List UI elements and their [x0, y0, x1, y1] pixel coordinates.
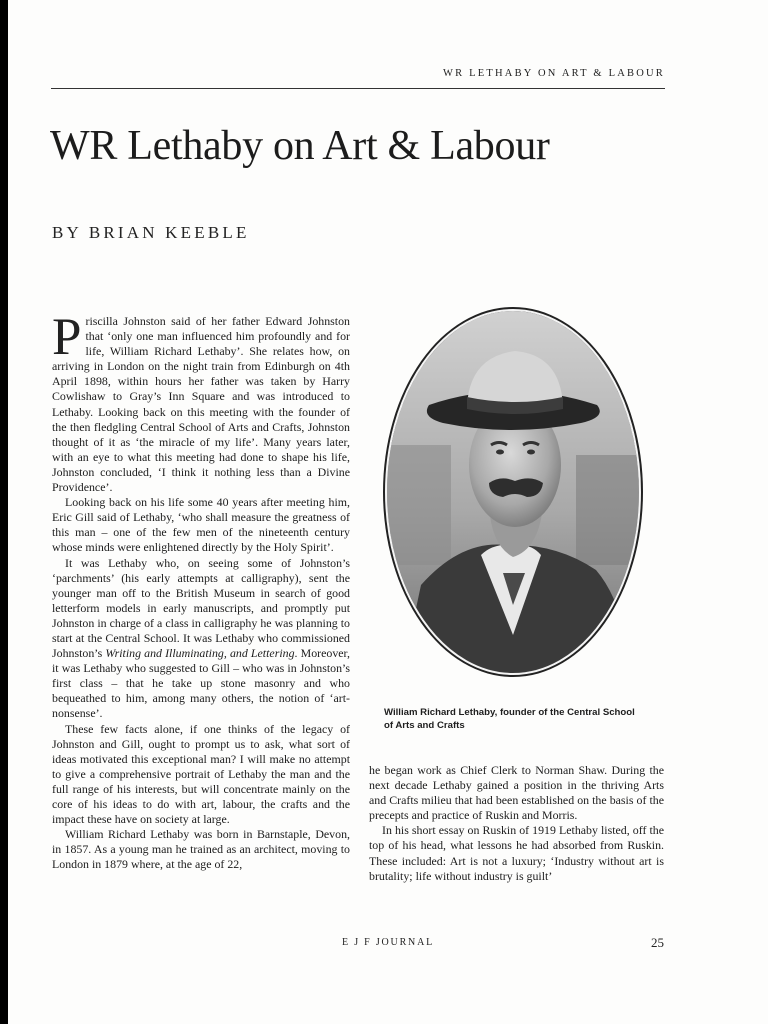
header-rule	[51, 88, 665, 89]
drop-cap: P	[52, 308, 82, 366]
paragraph-3	[52, 556, 350, 722]
right-column	[369, 763, 664, 884]
photo-caption: William Richard Lethaby, founder of the Central School of Arts and Crafts	[384, 707, 635, 731]
lethaby-portrait-photo	[381, 305, 645, 679]
page	[8, 0, 768, 1024]
paragraph-2: Looking back on his life some 40 years after meeting him, Eric Gill said of Lethaby, ‘who shall measure the greatness of this man – one of the few men of the nineteenth century whose minds were enlightened directly by the Holy Spirit’.	[52, 495, 350, 555]
paragraph-4: These few facts alone, if one thinks of the legacy of Johnston and Gill, ought to prompt us to ask, what sort of ideas motivated this exceptional man? I will make no attempt to give a comprehensive portrait of Lethaby the man and the full range of his interests, but will concentrate mainly on the core of his ideas to do with art, labour, the crafts and the impact these have on society at large.	[52, 721, 350, 827]
article-title: WR Lethaby on Art & Labour	[50, 123, 550, 169]
paragraph-3-text-a: It was Lethaby who, on seeing some of Johnston’s ‘parchments’ (his early attempts at calligraphy), sent the younger man off to the British Museum in search of good letterform models in early manuscripts, and promptly put Johnston in charge of a class in calligraphy he was planning to start at the Central School. It was Lethaby who commissioned Johnston’s	[52, 555, 350, 661]
paragraph-6: he began work as Chief Clerk to Norman Shaw. During the next decade Lethaby gained a position in the thriving Arts and Crafts milieu that had been established on the basis of the precepts and practice of Ruskin and Morris.	[369, 763, 664, 823]
left-column	[52, 308, 350, 872]
running-head: WR LETHABY ON ART & LABOUR	[443, 68, 665, 79]
paragraph-1-text: riscilla Johnston said of her father Edward Johnston that ‘only one man influenced him profoundly and for life, William Richard Lethaby’. She relates how, on arriving in London on the night train from Edinburgh on 4th April 1898, within hours her father was taken by Harry Cowlishaw to Gray’s Inn Square and was introduced to Lethaby. Looking back on this meeting with the founder of the then fledgling Central School of Arts and Crafts, Johnston thought of it as ‘the miracle of my life’. Many years later, with an eye to what this meeting had done to shape his life, Johnston concluded, ‘I think it nothing less than a Divine Providence’.	[52, 314, 350, 495]
paragraph-3-text-b: . Moreover, it was Lethaby who suggested to Gill – who was in Johnston’s first class – that he take up stone masonry and who bequeathed to him, among many others, the notion of ‘art-nonsense’.	[52, 646, 350, 721]
paragraph-5: William Richard Lethaby was born in Barnstaple, Devon, in 1857. As a young man he trained as an architect, moving to London in 1879 where, at the age of 22,	[52, 827, 350, 872]
paragraph-7: In his short essay on Ruskin of 1919 Lethaby listed, off the top of his head, what lessons he had absorbed from Ruskin. These included: Art is not a luxury; ‘Industry without art is brutality; life without industry is guilt’	[369, 823, 664, 883]
book-title: Writing and Illuminating, and Lettering	[105, 646, 295, 661]
byline: BY BRIAN KEEBLE	[52, 223, 250, 242]
paragraph-1	[52, 308, 350, 495]
page-number: 25	[651, 935, 664, 950]
journal-name: E J F JOURNAL	[341, 937, 435, 948]
